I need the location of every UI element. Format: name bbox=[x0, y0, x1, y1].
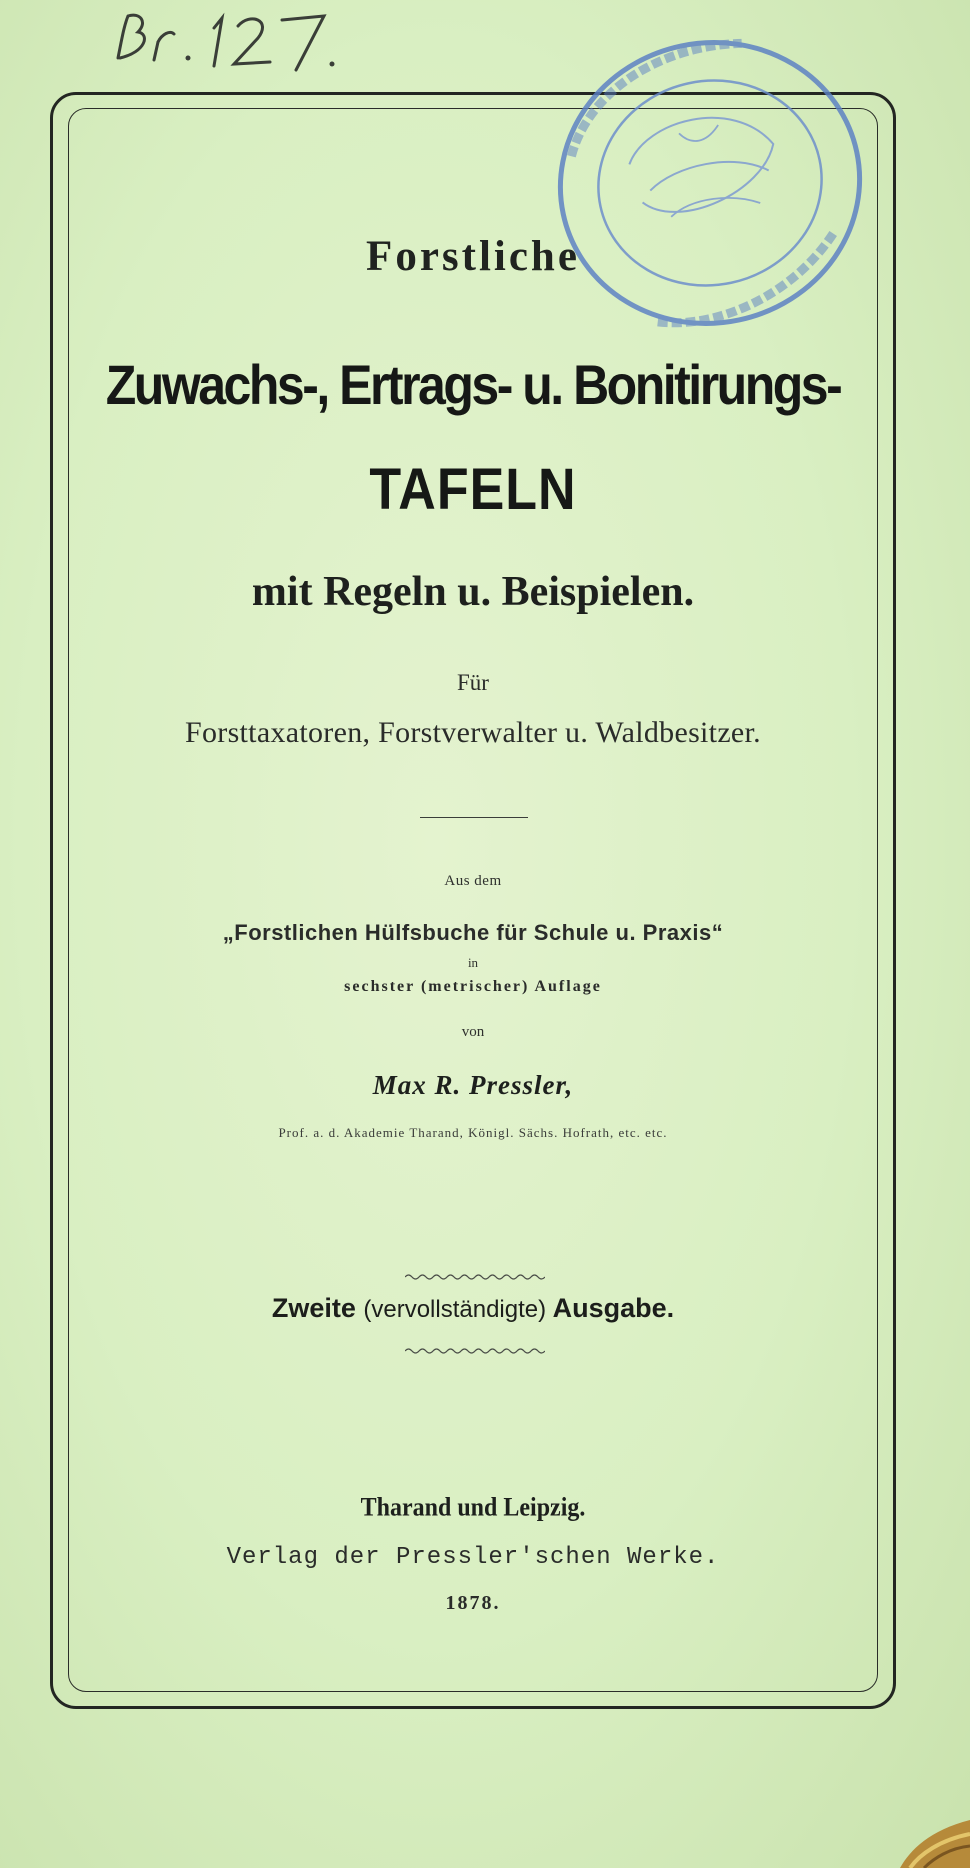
ornament-bottom bbox=[405, 1346, 545, 1356]
author-intro: von bbox=[461, 1024, 485, 1040]
source-edition: sechster (metrischer) Auflage bbox=[344, 978, 602, 995]
source-book-title: „Forstlichen Hülfsbuche für Schule u. Praxis“ bbox=[222, 920, 724, 945]
handwritten-shelf-mark bbox=[110, 8, 370, 78]
subtitle: mit Regeln u. Beispielen. bbox=[251, 569, 695, 615]
imprint-year: 1878. bbox=[445, 1592, 501, 1614]
issue-prefix: Zweite bbox=[271, 1293, 356, 1323]
source-intro: Aus dem bbox=[444, 873, 502, 889]
issue-parenthetical: (vervollständigte) bbox=[363, 1296, 547, 1323]
ornament-top bbox=[405, 1272, 545, 1282]
imprint-publisher: Verlag der Pressler'schen Werke. bbox=[226, 1544, 720, 1571]
title-line-1: Forstliche bbox=[366, 233, 580, 280]
audience-list: Forsttaxatoren, Forstverwalter u. Waldbesitzer. bbox=[185, 716, 761, 749]
issue-statement bbox=[68, 1293, 878, 1324]
author-name: Max R. Pressler, bbox=[372, 1070, 574, 1100]
issue-suffix: Ausgabe. bbox=[552, 1293, 675, 1323]
divider-rule bbox=[420, 817, 528, 818]
title-line-2: Zuwachs-, Ertrags- u. Bonitirungs- bbox=[105, 353, 841, 417]
audience-label: Für bbox=[457, 670, 489, 695]
imprint-place: Tharand und Leipzig. bbox=[360, 1493, 586, 1523]
source-in: in bbox=[467, 955, 479, 970]
title-line-3: TAFELN bbox=[369, 457, 577, 523]
author-affiliation: Prof. a. d. Akademie Tharand, Königl. Sächs. Hofrath, etc. etc. bbox=[278, 1125, 668, 1140]
library-stamp bbox=[540, 8, 880, 358]
torn-corner bbox=[880, 1790, 970, 1868]
